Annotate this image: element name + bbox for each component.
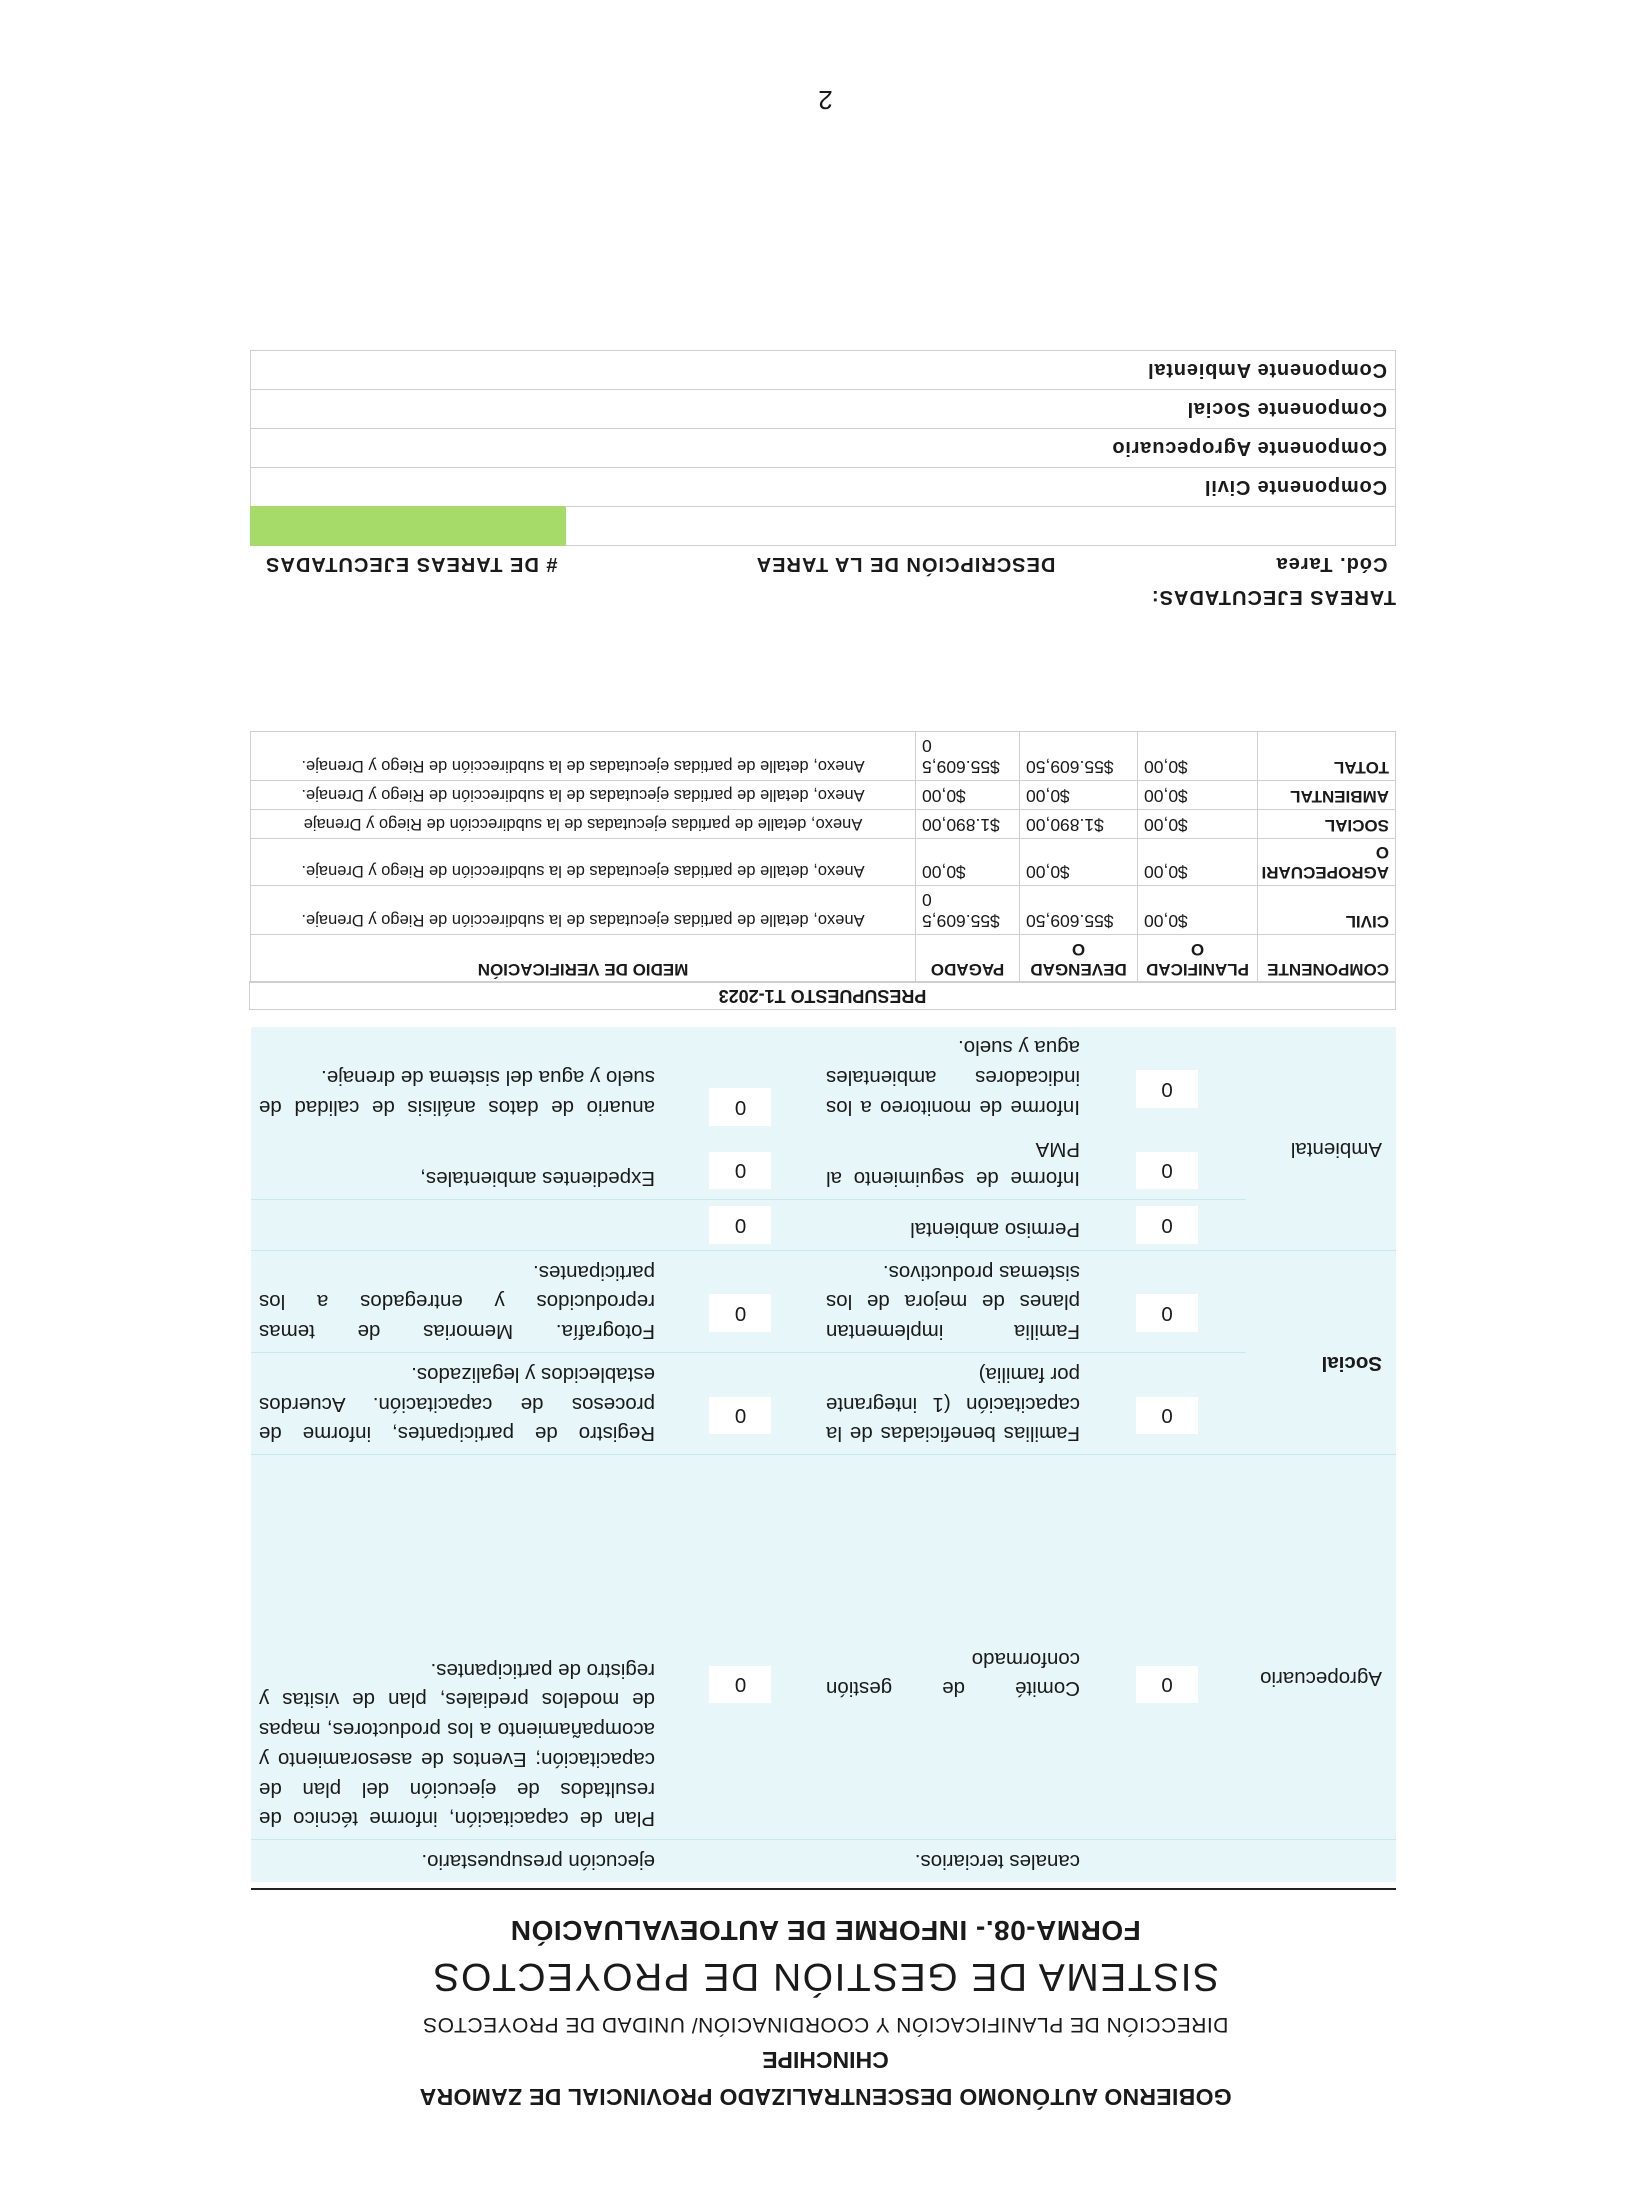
budget-planned: $0,00 — [1138, 780, 1258, 809]
component-ambiental: Ambiental — [1290, 1137, 1382, 1161]
tasks-title: TAREAS EJECUTADAS: — [1150, 586, 1396, 608]
budget-means: Anexo, detalle de partidas ejecutadas de la subdirección de Riego y Drenaje. — [251, 731, 916, 780]
table-row — [251, 468, 1396, 507]
table-row — [251, 731, 1396, 780]
col-header-component: COMPONENTE — [1258, 935, 1396, 983]
verification-cell: ejecución presupuestario. — [251, 1840, 663, 1882]
table-row — [251, 429, 1396, 468]
budget-accrued: $0,00 — [1020, 839, 1138, 886]
planned-value: 0 — [1136, 1294, 1198, 1332]
table-row — [251, 1250, 1396, 1352]
tasks-table — [250, 350, 1396, 581]
executed-value: 0 — [710, 1152, 772, 1190]
budget-component: CIVIL — [1258, 886, 1396, 935]
table-row — [251, 809, 1396, 838]
col-header-paid: PAGADO — [916, 935, 1020, 983]
table-row — [251, 886, 1396, 935]
indicator-cell: canales terciarios. — [818, 1840, 1088, 1882]
table-row — [251, 507, 1396, 546]
budget-paid: $0,00 — [916, 839, 1020, 886]
table-row — [251, 351, 1396, 390]
col-header-accrued: DEVENGAD O — [1020, 935, 1138, 983]
table-row — [251, 839, 1396, 886]
table-row — [251, 390, 1396, 429]
table-row — [251, 1027, 1396, 1128]
budget-component: TOTAL — [1258, 731, 1396, 780]
budget-component: SOCIAL — [1258, 809, 1396, 838]
verification-cell: Plan de capacitación, informe técnico de resultados de ejecución del plan de capacitación; Eventos de asesoramiento y acompañamiento a los productores, mapas de modelos prediales, plan de visitas y registro de participantes. — [251, 1455, 663, 1840]
budget-paid: $0,00 — [916, 780, 1020, 809]
table-row — [251, 1455, 1396, 1840]
table-row — [251, 1128, 1396, 1200]
page-number: 2 — [818, 85, 833, 115]
table-row — [251, 935, 1396, 983]
budget-planned: $0,00 — [1138, 839, 1258, 886]
budget-accrued: $55.609,50 — [1020, 886, 1138, 935]
table-row — [251, 1840, 1396, 1882]
verification-cell — [251, 1200, 663, 1251]
budget-planned: $0,00 — [1138, 731, 1258, 780]
budget-paid: $55.609,5 0 — [916, 731, 1020, 780]
document-header — [0, 1914, 1651, 2110]
budget-table — [250, 731, 1396, 983]
indicator-cell: Informe de monitoreo a los indicadores ambientales agua y suelo. — [818, 1027, 1088, 1128]
col-header-means: MEDIO DE VERIFICACIÓN — [251, 935, 916, 983]
department-name: DIRECCIÓN DE PLANIFICACIÓN Y COORDINACIÓN/ UNIDAD DE PROYECTOS — [422, 2013, 1229, 2036]
budget-planned: $0,00 — [1138, 809, 1258, 838]
budget-component: AMBIENTAL — [1258, 780, 1396, 809]
institution-province: CHINCHIPE — [762, 2047, 889, 2073]
indicator-cell: Comité de gestión conformado — [826, 1647, 1080, 1701]
indicator-cell: Familias beneficiadas de la capacitación (1 integrante por familia) — [818, 1353, 1088, 1455]
task-row-ambiental: Componente Ambiental — [251, 351, 1396, 390]
budget-accrued: $55.609,50 — [1020, 731, 1138, 780]
planned-value: 0 — [1136, 1666, 1198, 1704]
col-header-count: # DE TAREAS EJECUTADAS — [265, 553, 558, 575]
budget-component: AGROPECUARI O — [1258, 839, 1396, 886]
table-row — [251, 780, 1396, 809]
form-title: FORMA-08.- INFORME DE AUTOEVALUACIÓN — [510, 1915, 1141, 1946]
planned-value: 0 — [1136, 1070, 1198, 1108]
verification-cell: Expedientes ambientales, — [251, 1128, 663, 1200]
component-social: Social — [1321, 1352, 1382, 1376]
budget-means: Anexo, detalle de partidas ejecutadas de la subdirección de Riego y Drenaje — [251, 809, 916, 838]
budget-paid: $1.890,00 — [916, 809, 1020, 838]
verification-cell: anuario de datos análisis de calidad de suelo y agua del sistema de drenaje. — [251, 1027, 663, 1128]
indicator-cell: Permiso ambiental — [818, 1200, 1088, 1251]
institution-name: GOBIERNO AUTÓNOMO DESCENTRALIZADO PROVINCIAL DE ZAMORA — [419, 2084, 1232, 2110]
planned-value: 0 — [1136, 1152, 1198, 1190]
budget-accrued: $1.890,00 — [1020, 809, 1138, 838]
budget-accrued: $0,00 — [1020, 780, 1138, 809]
table-row — [251, 1353, 1396, 1455]
task-row-agropecuario: Componente Agropecuario — [251, 429, 1396, 468]
component-agropecuario: Agropecuario — [1260, 1667, 1382, 1691]
header-divider — [251, 1888, 1396, 1890]
budget-means: Anexo, detalle de partidas ejecutadas de la subdirección de Riego y Drenaje. — [251, 780, 916, 809]
verification-cell: Fotografía. Memorias de temas reproducidos y entregados a los participantes. — [251, 1250, 663, 1352]
verification-cell: Registro de participantes, informe de procesos de capacitación. Acuerdos establecidos y legalizados. — [251, 1353, 663, 1455]
executed-value: 0 — [710, 1397, 772, 1435]
indicator-cell: Familia implementan planes de mejora de los sistemas productivos. — [818, 1250, 1088, 1352]
indicators-table — [251, 1027, 1396, 1882]
budget-paid: $55.609,5 0 — [916, 886, 1020, 935]
planned-value: 0 — [1136, 1206, 1198, 1244]
task-row-social: Componente Social — [251, 390, 1396, 429]
table-row — [251, 546, 1396, 582]
col-header-code: Cód. Tarea — [1275, 553, 1388, 575]
executed-value: 0 — [710, 1666, 772, 1704]
task-row-civil: Componente Civil — [251, 468, 1396, 507]
executed-value: 0 — [710, 1294, 772, 1332]
budget-planned: $0,00 — [1138, 886, 1258, 935]
executed-value: 0 — [710, 1206, 772, 1244]
col-header-description: DESCRIPCIÓN DE LA TAREA — [755, 553, 1056, 575]
system-title: SISTEMA DE GESTIÓN DE PROYECTOS — [432, 1955, 1219, 1998]
executed-value: 0 — [710, 1088, 772, 1126]
budget-means: Anexo, detalle de partidas ejecutadas de la subdirección de Riego y Drenaje. — [251, 839, 916, 886]
col-header-planned: PLANIFICAD O — [1138, 935, 1258, 983]
indicator-cell: Informe de seguimiento al PMA — [818, 1128, 1088, 1200]
budget-title: PRESUPUESTO T1-2023 — [249, 981, 1396, 1010]
table-row — [251, 1200, 1396, 1251]
budget-means: Anexo, detalle de partidas ejecutadas de la subdirección de Riego y Drenaje. — [251, 886, 916, 935]
planned-value: 0 — [1136, 1397, 1198, 1435]
